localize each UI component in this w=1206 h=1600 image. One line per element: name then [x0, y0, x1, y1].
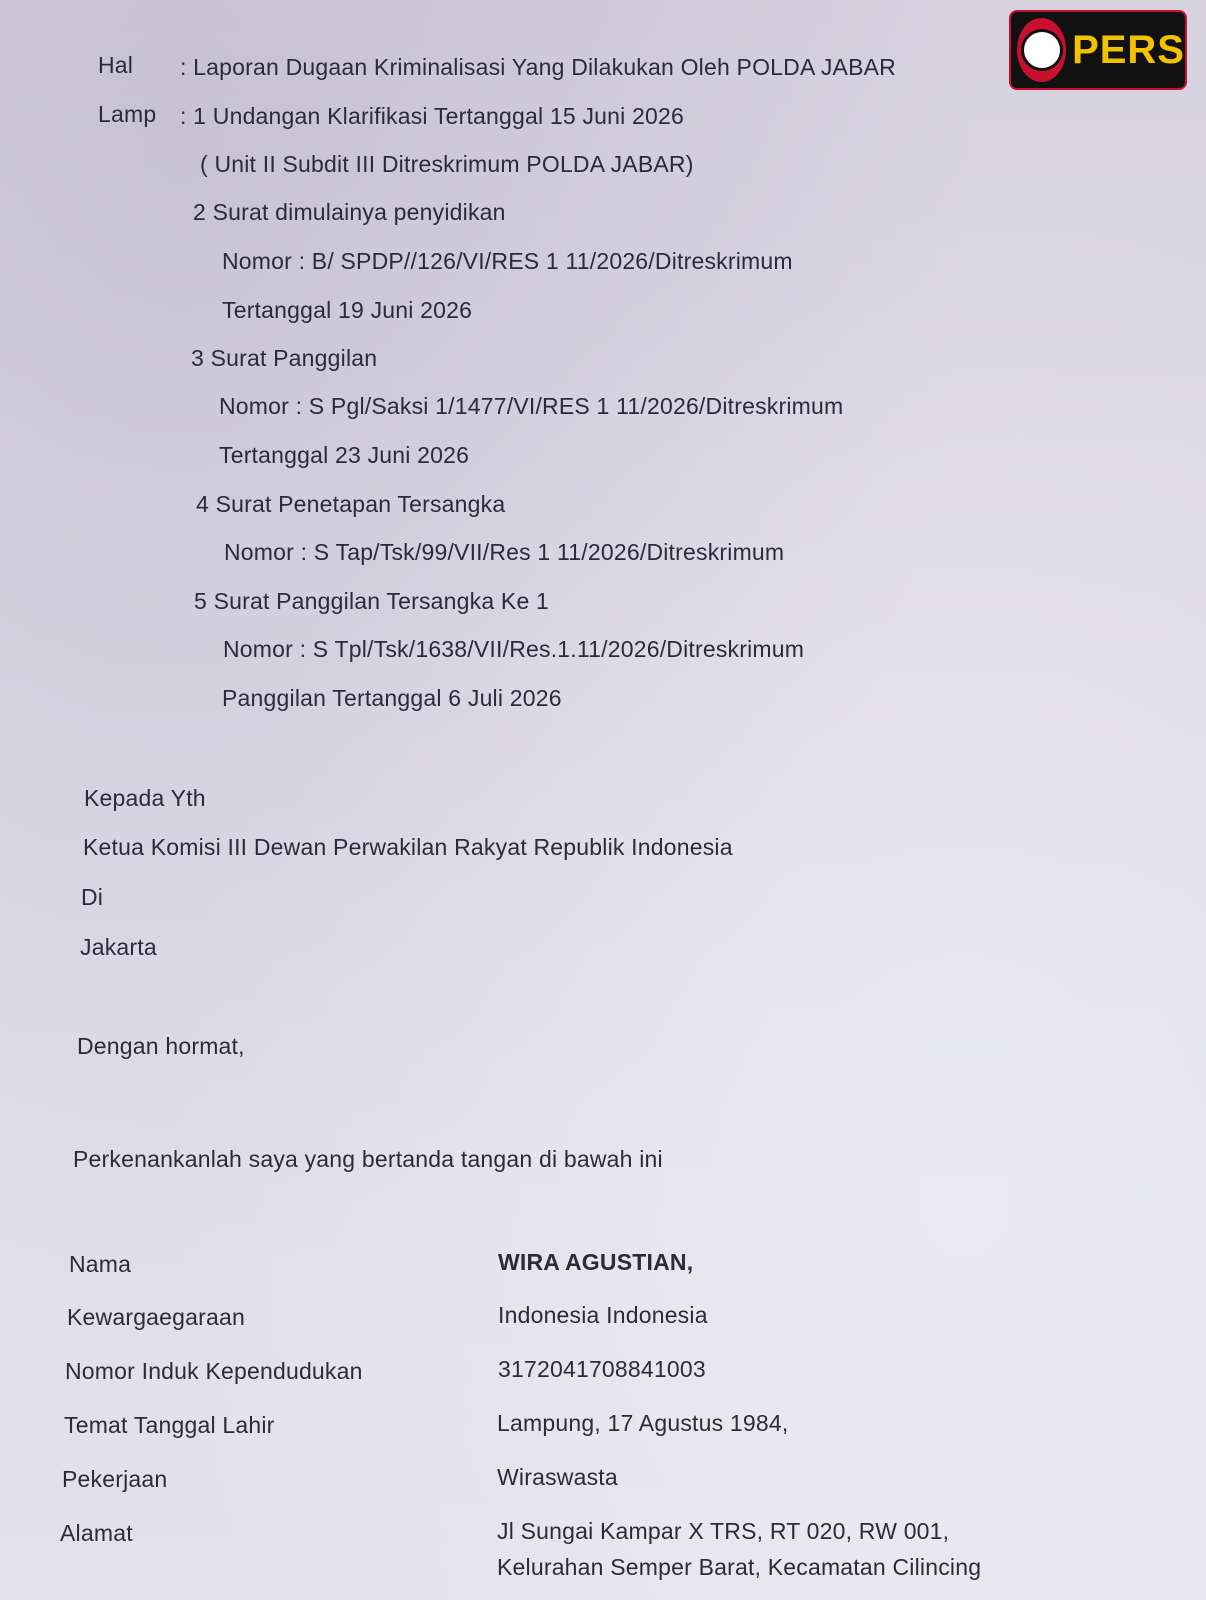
- recipient-line: Jakarta: [80, 934, 157, 960]
- lamp-item: ( Unit II Subdit III Ditreskrimum POLDA JABAR): [200, 151, 694, 177]
- lamp-item: Nomor : B/ SPDP//126/VI/RES 1 11/2026/Ditreskrimum: [222, 248, 793, 274]
- identity-value: Indonesia Indonesia: [498, 1302, 708, 1328]
- hal-label: Hal: [98, 52, 134, 78]
- eagle-emblem-icon: [1017, 18, 1066, 82]
- recipient-line: Di: [81, 884, 104, 910]
- identity-value: 3172041708841003: [498, 1356, 706, 1382]
- recipient-line: Ketua Komisi III Dewan Perwakilan Rakyat Republik Indonesia: [83, 834, 733, 860]
- lamp-item: Tertanggal 19 Juni 2026: [222, 297, 473, 323]
- recipient-line: Kepada Yth: [84, 785, 206, 811]
- identity-value: Lampung, 17 Agustus 1984,: [497, 1410, 789, 1436]
- lamp-item: 3 Surat Panggilan: [191, 345, 378, 371]
- identity-label: Kewargaegaraan: [67, 1304, 245, 1330]
- lamp-label: Lamp: [98, 101, 157, 127]
- lamp-item: Tertanggal 23 Juni 2026: [219, 442, 470, 468]
- greeting: Dengan hormat,: [77, 1033, 245, 1059]
- pers-logo: [1009, 10, 1187, 90]
- lamp-item: 4 Surat Penetapan Tersangka: [196, 491, 506, 517]
- identity-label: Pekerjaan: [62, 1466, 168, 1492]
- identity-value: Jl Sungai Kampar X TRS, RT 020, RW 001,: [497, 1518, 950, 1544]
- lamp-item: Nomor : S Pgl/Saksi 1/1477/VI/RES 1 11/2026/Ditreskrimum: [219, 393, 844, 419]
- lamp-item: 5 Surat Panggilan Tersangka Ke 1: [194, 588, 550, 614]
- lamp-item: Nomor : S Tpl/Tsk/1638/VII/Res.1.11/2026/Ditreskrimum: [223, 636, 805, 662]
- identity-value: Wiraswasta: [497, 1464, 618, 1490]
- identity-value: WIRA AGUSTIAN,: [498, 1249, 694, 1275]
- identity-label: Alamat: [60, 1520, 133, 1546]
- intro: Perkenankanlah saya yang bertanda tangan di bawah ini: [73, 1146, 663, 1172]
- identity-value: Kelurahan Semper Barat, Kecamatan Cilincing: [497, 1554, 982, 1580]
- lamp-item: Nomor : S Tap/Tsk/99/VII/Res 1 11/2026/Ditreskrimum: [224, 539, 785, 565]
- identity-label: Temat Tanggal Lahir: [64, 1412, 275, 1438]
- lamp-item: 2 Surat dimulainya penyidikan: [193, 199, 506, 225]
- lamp-item: Panggilan Tertanggal 6 Juli 2026: [222, 685, 562, 711]
- lamp-item: : 1 Undangan Klarifikasi Tertanggal 15 Juni 2026: [180, 103, 685, 129]
- logo-text: PERS: [1072, 27, 1185, 72]
- identity-label: Nomor Induk Kependudukan: [65, 1358, 363, 1384]
- identity-label: Nama: [69, 1251, 132, 1277]
- hal-value: : Laporan Dugaan Kriminalisasi Yang Dilakukan Oleh POLDA JABAR: [180, 54, 896, 80]
